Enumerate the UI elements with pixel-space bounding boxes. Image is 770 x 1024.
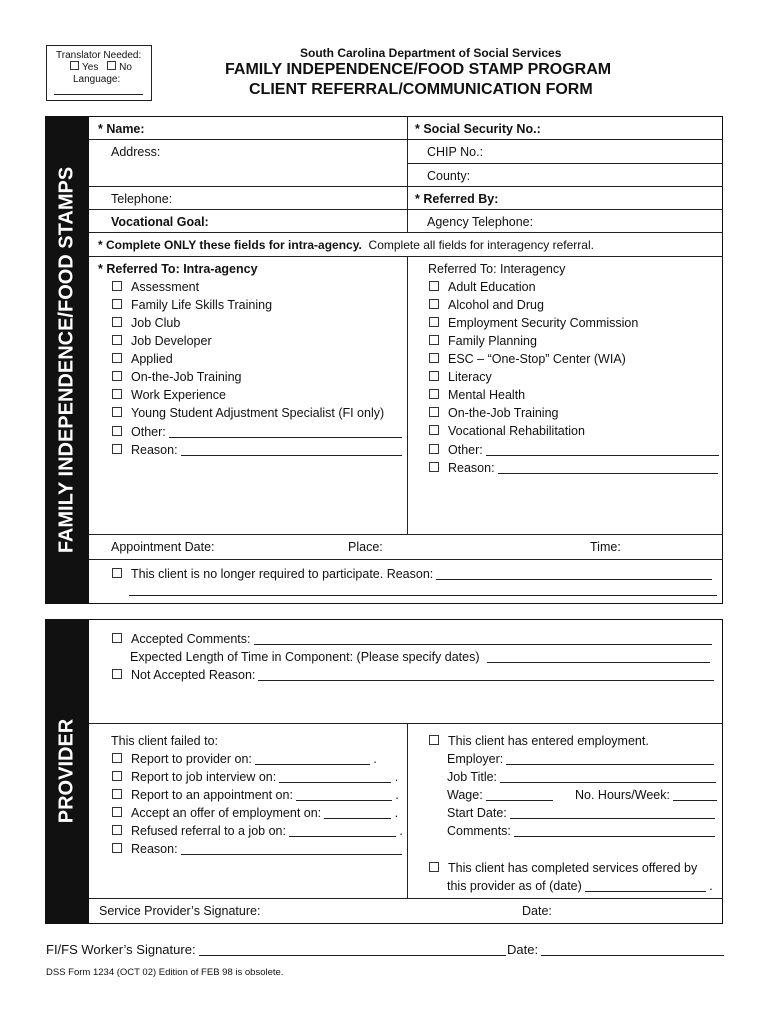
intra-other-label: Other: [131, 425, 166, 439]
interagency-item [429, 388, 525, 402]
failed-item-checkbox[interactable] [112, 771, 122, 781]
form-number: DSS Form 1234 (OCT 02) Edition of FEB 98 is obsolete. [46, 967, 284, 978]
completed-services [429, 861, 697, 875]
failed-reason-checkbox[interactable] [112, 843, 122, 853]
interagency-label: ESC – “One-Stop” Center (WIA) [448, 352, 626, 366]
fi-fs-side-label: FAMILY INDEPENDENCE/FOOD STAMPS [55, 166, 78, 554]
failed-title: This client failed to: [111, 734, 218, 748]
intra-agency-checkbox[interactable] [112, 317, 122, 327]
intra-agency-label: Applied [131, 352, 173, 366]
start-date-input[interactable] [510, 807, 715, 819]
failed-item-label: Report to provider on: [131, 752, 252, 766]
failed-item: Report to an appointment on: . [112, 788, 399, 802]
interagency-checkbox[interactable] [429, 389, 439, 399]
employment-comments-input[interactable] [514, 825, 715, 837]
employment-comments-label: Comments: [447, 824, 511, 838]
failed-item-checkbox[interactable] [112, 789, 122, 799]
wage [447, 788, 553, 802]
translator-no-checkbox[interactable] [107, 61, 116, 70]
interagency-item [429, 406, 558, 420]
intra-agency-item [112, 316, 180, 330]
inter-reason-checkbox[interactable] [429, 462, 439, 472]
failed-reason [112, 842, 402, 856]
time-field[interactable]: Time: [590, 540, 621, 554]
interagency-item [429, 424, 585, 438]
failed-item: Refused referral to a job on: . [112, 824, 403, 838]
worker-date-label: Date: [507, 942, 539, 957]
place-field[interactable]: Place: [348, 540, 383, 554]
interagency-checkbox[interactable] [429, 299, 439, 309]
hours-per-week [575, 788, 717, 802]
agency-telephone-field[interactable]: Agency Telephone: [427, 215, 534, 229]
failed-item-checkbox[interactable] [112, 807, 122, 817]
failed-item: Report to provider on: . [112, 752, 377, 766]
failed-reason-label: Reason: [131, 842, 178, 856]
interagency-item [429, 370, 492, 384]
failed-item-date-input[interactable] [255, 753, 370, 765]
intra-agency-label: Job Developer [131, 334, 212, 348]
intra-agency-item [112, 280, 199, 294]
agency-name: South Carolina Department of Social Services [300, 46, 562, 60]
vocational-goal-field[interactable]: Vocational Goal: [111, 215, 209, 229]
not-accepted-checkbox[interactable] [112, 669, 122, 679]
worker-date [507, 942, 724, 957]
ssn-field[interactable]: * Social Security No.: [415, 122, 541, 136]
interagency-label: On-the-Job Training [448, 406, 559, 420]
completed-services-label: This client has completed services offered by [448, 861, 698, 875]
inter-reason-label: Reason: [448, 461, 495, 475]
hours-label: No. Hours/Week: [575, 788, 670, 802]
accepted-comments [112, 632, 712, 646]
start-date-label: Start Date: [447, 806, 507, 820]
not-accepted-reason-input[interactable] [258, 669, 714, 681]
failed-item-date-input[interactable] [324, 807, 391, 819]
hours-input[interactable] [673, 789, 717, 801]
intra-agency-checkbox[interactable] [112, 281, 122, 291]
accepted-comments-input[interactable] [254, 633, 712, 645]
worker-date-input[interactable] [541, 944, 724, 956]
intra-agency-item [112, 334, 212, 348]
completed-services-checkbox[interactable] [429, 862, 439, 872]
completed-date-input[interactable] [585, 880, 706, 892]
inter-reason [429, 461, 718, 475]
intra-reason [112, 443, 402, 457]
intra-agency-checkbox[interactable] [112, 353, 122, 363]
failed-item-date-input[interactable] [289, 825, 396, 837]
start-date [447, 806, 715, 820]
intra-other-checkbox[interactable] [112, 426, 122, 436]
interagency-label: Adult Education [448, 280, 536, 294]
provider-signature-field[interactable]: Service Provider’s Signature: [99, 904, 261, 918]
inter-other [429, 443, 719, 457]
county-field[interactable]: County: [427, 169, 471, 183]
intra-agency-label: Young Student Adjustment Specialist (FI only) [131, 406, 385, 420]
interagency-checkbox[interactable] [429, 317, 439, 327]
instruction-text [98, 238, 594, 252]
worker-signature-label: FI/FS Worker’s Signature: [46, 942, 196, 957]
completed-date-label: this provider as of (date) [447, 879, 582, 893]
interagency-checkbox[interactable] [429, 371, 439, 381]
not-accepted-label: Not Accepted Reason: [131, 668, 256, 682]
form-title: CLIENT REFERRAL/COMMUNICATION FORM [249, 81, 593, 98]
no-longer-required [112, 567, 712, 581]
referred-by-field[interactable]: * Referred By: [415, 192, 499, 206]
translator-label: Translator Needed: [56, 50, 142, 61]
interagency-label: Vocational Rehabilitation [448, 424, 585, 438]
chip-field[interactable]: CHIP No.: [427, 145, 484, 159]
intra-agency-label: Assessment [131, 280, 200, 294]
intra-agency-checkbox[interactable] [112, 407, 122, 417]
intra-reason-input[interactable] [181, 444, 402, 456]
interagency-label: Employment Security Commission [448, 316, 639, 330]
interagency-label: Literacy [448, 370, 492, 384]
entered-employment [429, 734, 649, 748]
intra-agency-label: Family Life Skills Training [131, 298, 273, 312]
intra-agency-item [112, 352, 173, 366]
completed-date: this provider as of (date) . [447, 879, 713, 893]
failed-item-label: Report to an appointment on: [131, 788, 293, 802]
accepted-label: Accepted Comments: [131, 632, 251, 646]
translator-yes-label: Yes [82, 62, 99, 73]
failed-item: Accept an offer of employment on: . [112, 806, 398, 820]
job-title-input[interactable] [500, 771, 716, 783]
failed-item-label: Refused referral to a job on: [131, 824, 286, 838]
interagency-checkbox[interactable] [429, 335, 439, 345]
translator-options [70, 61, 132, 73]
failed-item-date-input[interactable] [279, 771, 391, 783]
intra-agency-item [112, 370, 241, 384]
employment-comments [447, 824, 715, 838]
interagency-checkbox[interactable] [429, 425, 439, 435]
interagency-checkbox[interactable] [429, 281, 439, 291]
no-longer-required-checkbox[interactable] [112, 568, 122, 578]
inter-other-input[interactable] [486, 444, 719, 456]
appointment-date-field[interactable]: Appointment Date: [111, 540, 215, 554]
provider-date-field[interactable]: Date: [522, 904, 552, 918]
interagency-item [429, 352, 626, 366]
employer-label: Employer: [447, 752, 504, 766]
worker-signature [46, 942, 506, 957]
inter-reason-input[interactable] [498, 462, 718, 474]
interagency-item [429, 280, 536, 294]
entered-employment-label: This client has entered employment. [448, 734, 649, 748]
program-title: FAMILY INDEPENDENCE/FOOD STAMP PROGRAM [225, 61, 612, 78]
intra-agency-checkbox[interactable] [112, 371, 122, 381]
inter-other-checkbox[interactable] [429, 444, 439, 454]
no-longer-reason-line2[interactable] [129, 595, 717, 596]
language-label: Language: [73, 74, 121, 85]
intra-other [112, 425, 402, 439]
intra-agency-item [112, 388, 226, 402]
interagency-title: Referred To: Interagency [428, 262, 566, 276]
name-field[interactable]: * Name: [98, 122, 145, 136]
address-field[interactable]: Address: [111, 145, 161, 159]
telephone-field[interactable]: Telephone: [111, 192, 173, 206]
failed-reason-input[interactable] [181, 843, 402, 855]
job-title-label: Job Title: [447, 770, 498, 784]
failed-item-date-input[interactable] [296, 789, 392, 801]
intra-agency-label: Work Experience [131, 388, 226, 402]
interagency-checkbox[interactable] [429, 407, 439, 417]
interagency-item [429, 298, 544, 312]
failed-item-label: Report to job interview on: [131, 770, 277, 784]
interagency-item [429, 316, 638, 330]
intra-agency-item [112, 406, 384, 420]
interagency-checkbox[interactable] [429, 353, 439, 363]
failed-item-checkbox[interactable] [112, 753, 122, 763]
intra-agency-title: * Referred To: Intra-agency [98, 262, 258, 276]
intra-agency-item [112, 298, 272, 312]
translator-yes-checkbox[interactable] [70, 61, 79, 70]
intra-agency-checkbox[interactable] [112, 335, 122, 345]
entered-employment-checkbox[interactable] [429, 735, 439, 745]
employer [447, 752, 714, 766]
translator-no-label: No [119, 62, 132, 73]
wage-input[interactable] [486, 789, 553, 801]
expected-length [130, 650, 710, 664]
instruction-rest: Complete all fields for interagency referral. [368, 238, 594, 252]
not-accepted [112, 668, 714, 682]
intra-other-input[interactable] [169, 426, 402, 438]
expected-length-input[interactable] [487, 651, 710, 663]
intra-reason-checkbox[interactable] [112, 444, 122, 454]
interagency-label: Family Planning [448, 334, 537, 348]
intra-agency-checkbox[interactable] [112, 389, 122, 399]
failed-item-label: Accept an offer of employment on: [131, 806, 322, 820]
interagency-label: Alcohol and Drug [448, 298, 544, 312]
employer-input[interactable] [506, 753, 714, 765]
language-field[interactable] [54, 94, 143, 95]
provider-side-label: PROVIDER [55, 718, 78, 824]
instruction-bold: * Complete ONLY these fields for intra-agency. [98, 238, 362, 252]
accepted-checkbox[interactable] [112, 633, 122, 643]
intra-agency-label: On-the-Job Training [131, 370, 242, 384]
intra-reason-label: Reason: [131, 443, 178, 457]
interagency-item [429, 334, 537, 348]
wage-label: Wage: [447, 788, 483, 802]
no-longer-required-label: This client is no longer required to participate. Reason: [131, 567, 434, 581]
no-longer-reason-input[interactable] [436, 568, 712, 580]
intra-agency-checkbox[interactable] [112, 299, 122, 309]
failed-item: Report to job interview on: . [112, 770, 398, 784]
job-title [447, 770, 716, 784]
inter-other-label: Other: [448, 443, 483, 457]
interagency-label: Mental Health [448, 388, 526, 402]
worker-signature-input[interactable] [199, 944, 506, 956]
expected-length-label: Expected Length of Time in Component: (Please specify dates) [130, 650, 480, 664]
failed-item-checkbox[interactable] [112, 825, 122, 835]
intra-agency-label: Job Club [131, 316, 181, 330]
